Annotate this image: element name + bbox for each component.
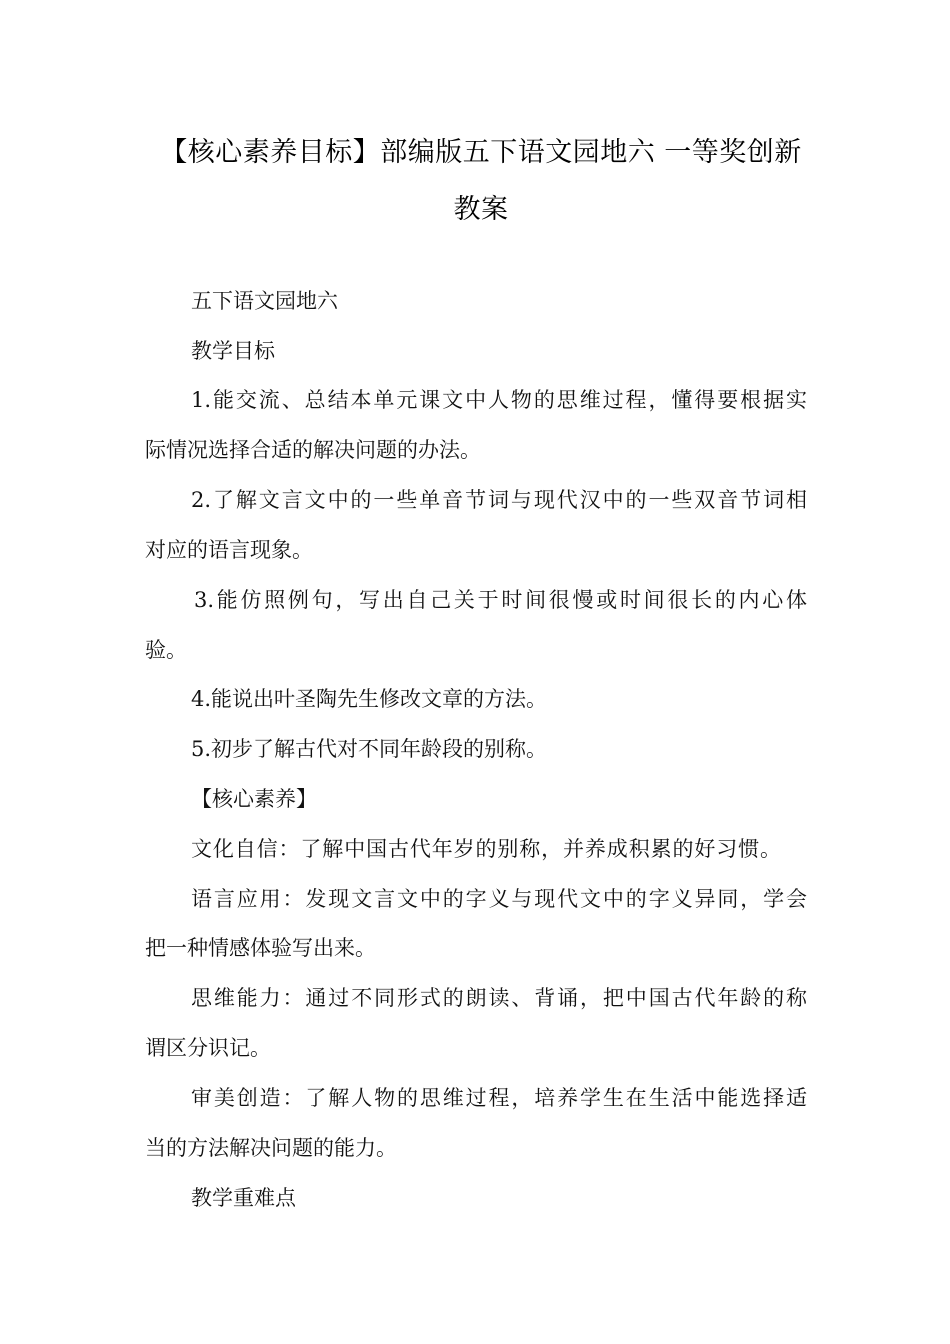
section-heading: 五下语文园地六 [191, 289, 338, 313]
title-line-1: 【核心素养目标】部编版五下语文园地六 一等奖创新 [160, 137, 802, 168]
paragraph-line: 2.了解文言文中的一些单音节词与现代汉中的一些双音节词相 [191, 488, 807, 512]
paragraph-line: 1.能交流、总结本单元课文中人物的思维过程，懂得要根据实 [191, 388, 807, 412]
paragraph-line: 语言应用：发现文言文中的字义与现代文中的字义异同，学会 [191, 887, 807, 911]
paragraph-line: 对应的语言现象。 [145, 538, 313, 562]
paragraph-line: 谓区分识记。 [145, 1036, 271, 1060]
section-heading: 教学重难点 [191, 1186, 296, 1210]
document-title [145, 124, 817, 238]
paragraph-line: 际情况选择合适的解决问题的办法。 [145, 438, 481, 462]
paragraph-line: 当的方法解决问题的能力。 [145, 1136, 397, 1160]
section-heading: 【核心素养】 [191, 787, 317, 811]
paragraph-line: 把一种情感体验写出来。 [145, 936, 376, 960]
paragraph-line: 3.能仿照例句，写出自己关于时间很慢或时间很长的内心体 [194, 588, 807, 612]
paragraph-line: 文化自信：了解中国古代年岁的别称，并养成积累的好习惯。 [191, 837, 781, 861]
paragraph-line: 5.初步了解古代对不同年龄段的别称。 [191, 737, 548, 761]
title-line-2: 教案 [453, 194, 509, 225]
section-heading: 教学目标 [191, 339, 275, 363]
paragraph-line: 思维能力：通过不同形式的朗读、背诵，把中国古代年龄的称 [191, 986, 807, 1010]
paragraph-line: 审美创造：了解人物的思维过程，培养学生在生活中能选择适 [191, 1086, 807, 1110]
paragraph-line: 4.能说出叶圣陶先生修改文章的方法。 [191, 687, 548, 711]
paragraph-line: 验。 [145, 638, 187, 662]
